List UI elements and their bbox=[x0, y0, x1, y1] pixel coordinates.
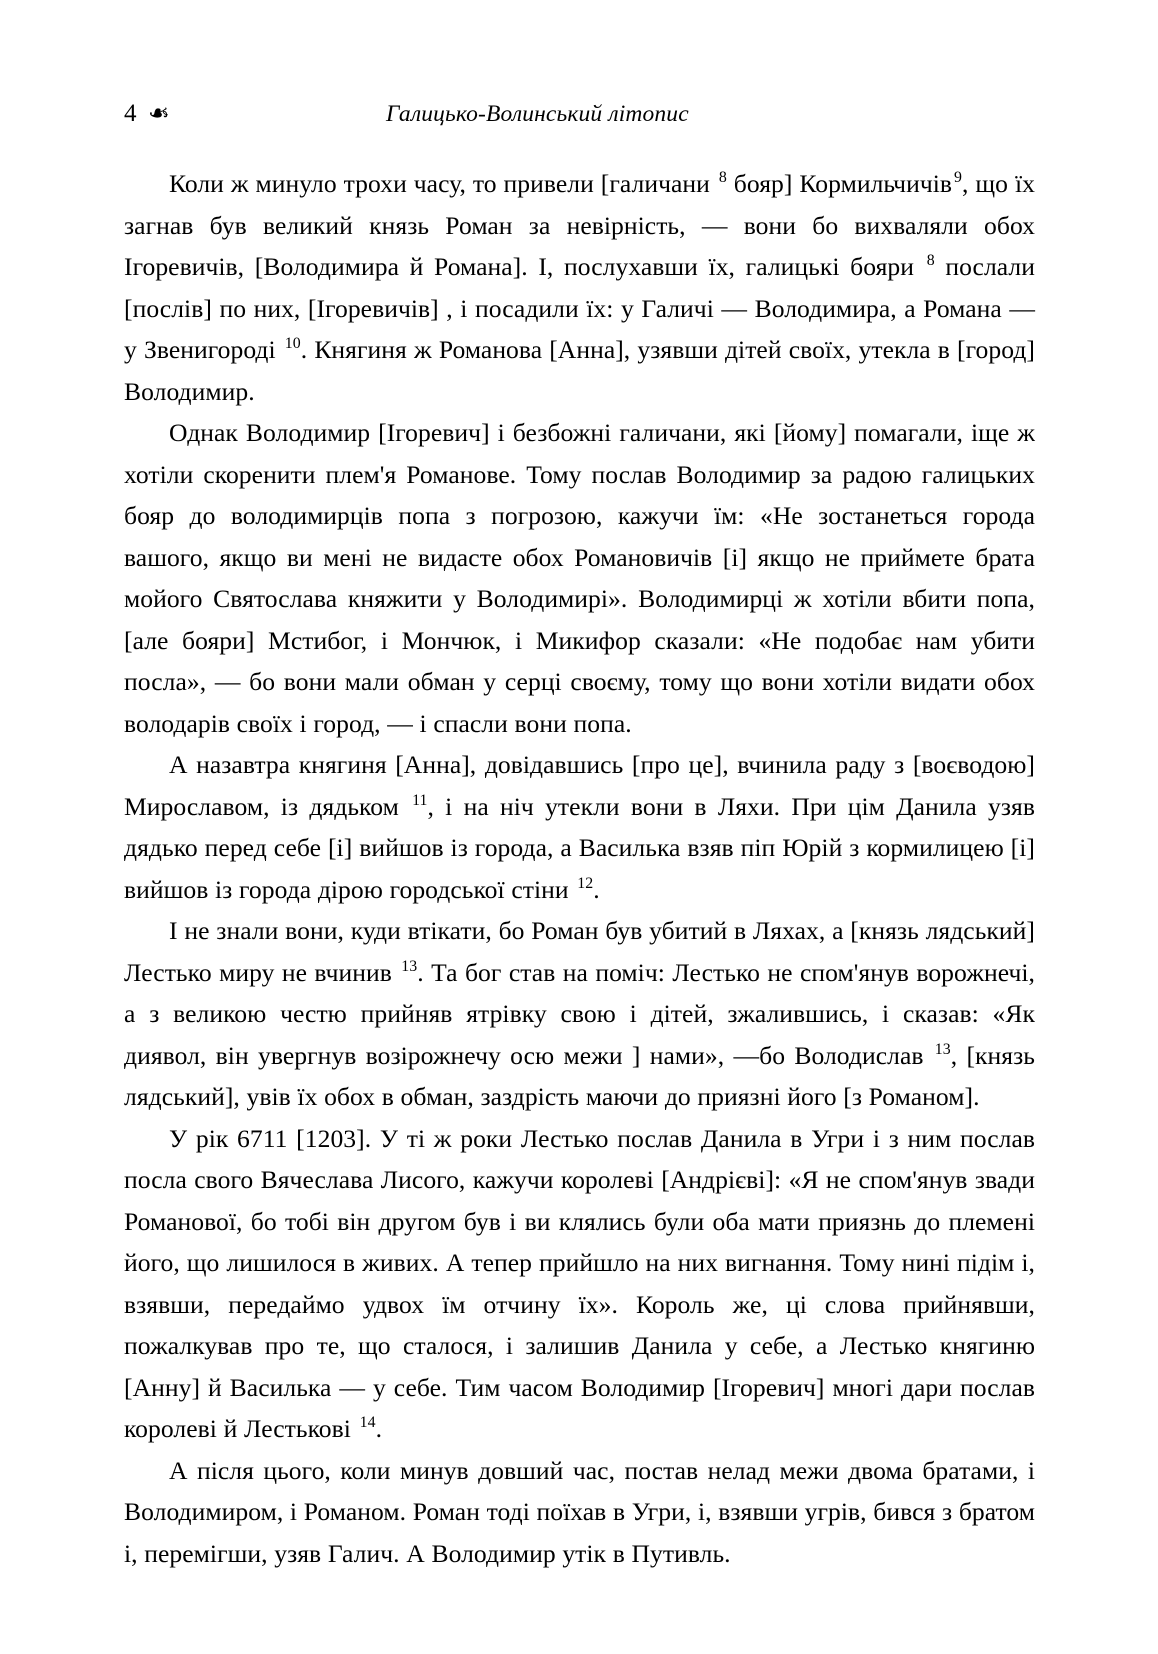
footnote-marker[interactable]: 13 bbox=[401, 957, 418, 975]
footnote-marker[interactable]: 8 bbox=[926, 252, 935, 270]
body-text-block bbox=[124, 163, 1035, 1574]
footnote-marker[interactable]: 8 bbox=[718, 169, 727, 187]
page-number: 4 bbox=[124, 99, 137, 127]
running-title: Галицько-Волинський літопис bbox=[386, 100, 689, 127]
body-paragraph: І не знали вони, куди втікати, бо Роман був убитий в Ляхах, а [князь лядський] Лестько миру не вчинив $^{13}$. Та бог став на поміч: Лестько не спом'янув ворожнечі, а з великою честю прийняв ятрівку свою і дітей, зжалившись, і сказав: «Як диявол, він увергнув возірожнечу осю межи ] нами», —бо Володислав $^{13}$, [князь лядський], увів їх обох в обман, заздрість маючи до приязні його [з Романом]. bbox=[124, 916, 1035, 1111]
body-paragraph: А назавтра княгиня [Анна], довідавшись [про це], вчинила раду з [воєводою] Мирославом, із дядьком $^{11}$, і на ніч утекли вони в Ляхи. При цім Данила узяв дядько перед себе [і] вийшов із города, а Василька взяв піп Юрій з кормилицею [і] вийшов із города дірою городської стіни $^{12}$. bbox=[124, 750, 1035, 904]
body-paragraph: У рік 6711 [1203]. У ті ж роки Лестько послав Данила в Угри і з ним послав посла свого Вячеслава Лисого, кажучи королеві [Андрієві]: «Я не спом'янув звади Романової, бо тобі він другом був і ви клялись були оба мати приязнь до племені його, що лишилося в живих. А тепер прийшло на них вигнання. Тому нині підім і, взявши, передаймо удвох їм отчину їх». Король же, ці слова прийнявши, пожалкував про те, що сталося, і залишив Данила у себе, а Лестько княгиню [Анну] й Василька — у себе. Тим часом Володимир [Ігоревич] многі дари послав королеві й Лестькові $^{14}$. bbox=[124, 1123, 1035, 1443]
footnote-marker[interactable]: 9 bbox=[954, 169, 963, 187]
footnote-marker[interactable]: 10 bbox=[284, 335, 301, 353]
footnote-marker[interactable]: 12 bbox=[577, 874, 594, 892]
footnote-marker[interactable]: 11 bbox=[412, 791, 428, 809]
footnote-marker[interactable]: 13 bbox=[934, 1040, 951, 1058]
body-paragraph: Однак Володимир [Ігоревич] і безбожні галичани, які [йому] помагали, іще ж хотіли скоренити плем'я Романове. Тому послав Володимир за радою галицьких бояр до володимирців попа з погрозою, кажучи їм: «Не зостанеться города вашого, якщо ви мені не видасте обох Романовичів [і] якщо не приймете брата мойого Святослава княжити у Володимирі». Володимирці ж хотіли вбити попа, [але бояри] Мстибог, і Мончюк, і Микифор сказали: «Не подобає нам убити посла», — бо вони мали обман у серці своєму, тому що вони хотіли видати обох володарів своїх і город, — і спасли вони попа. bbox=[124, 418, 1035, 738]
footnote-marker[interactable]: 14 bbox=[359, 1414, 376, 1432]
body-paragraph: Коли ж минуло трохи часу, то привели [галичани $^8$ бояр] Кормильчичів $^9$, що їх загнав був великий князь Роман за невірність, — вони бо вихваляли обох Ігоревичів, [Володимира й Романа]. І, послухавши їх, галицькі бояри $^8$ послали [послів] по них, [Ігоревичів] , і посадили їх: у Галичі — Володимира, а Романа — у Звенигороді $^{10}$. Княгиня ж Романова [Анна], узявши дітей своїх, утекла в [город] Володимир. bbox=[124, 169, 1035, 406]
fleuron-ornament-icon: ❧ bbox=[147, 99, 170, 128]
body-paragraph: А після цього, коли минув довший час, постав нелад межи двома братами, і Володимиром, і Романом. Роман тоді поїхав в Угри, і, взявши угрів, бився з братом і, перемігши, узяв Галич. А Володимир утік в Путивль. bbox=[124, 1455, 1035, 1568]
folio-group bbox=[124, 100, 386, 126]
running-head bbox=[124, 100, 1035, 140]
